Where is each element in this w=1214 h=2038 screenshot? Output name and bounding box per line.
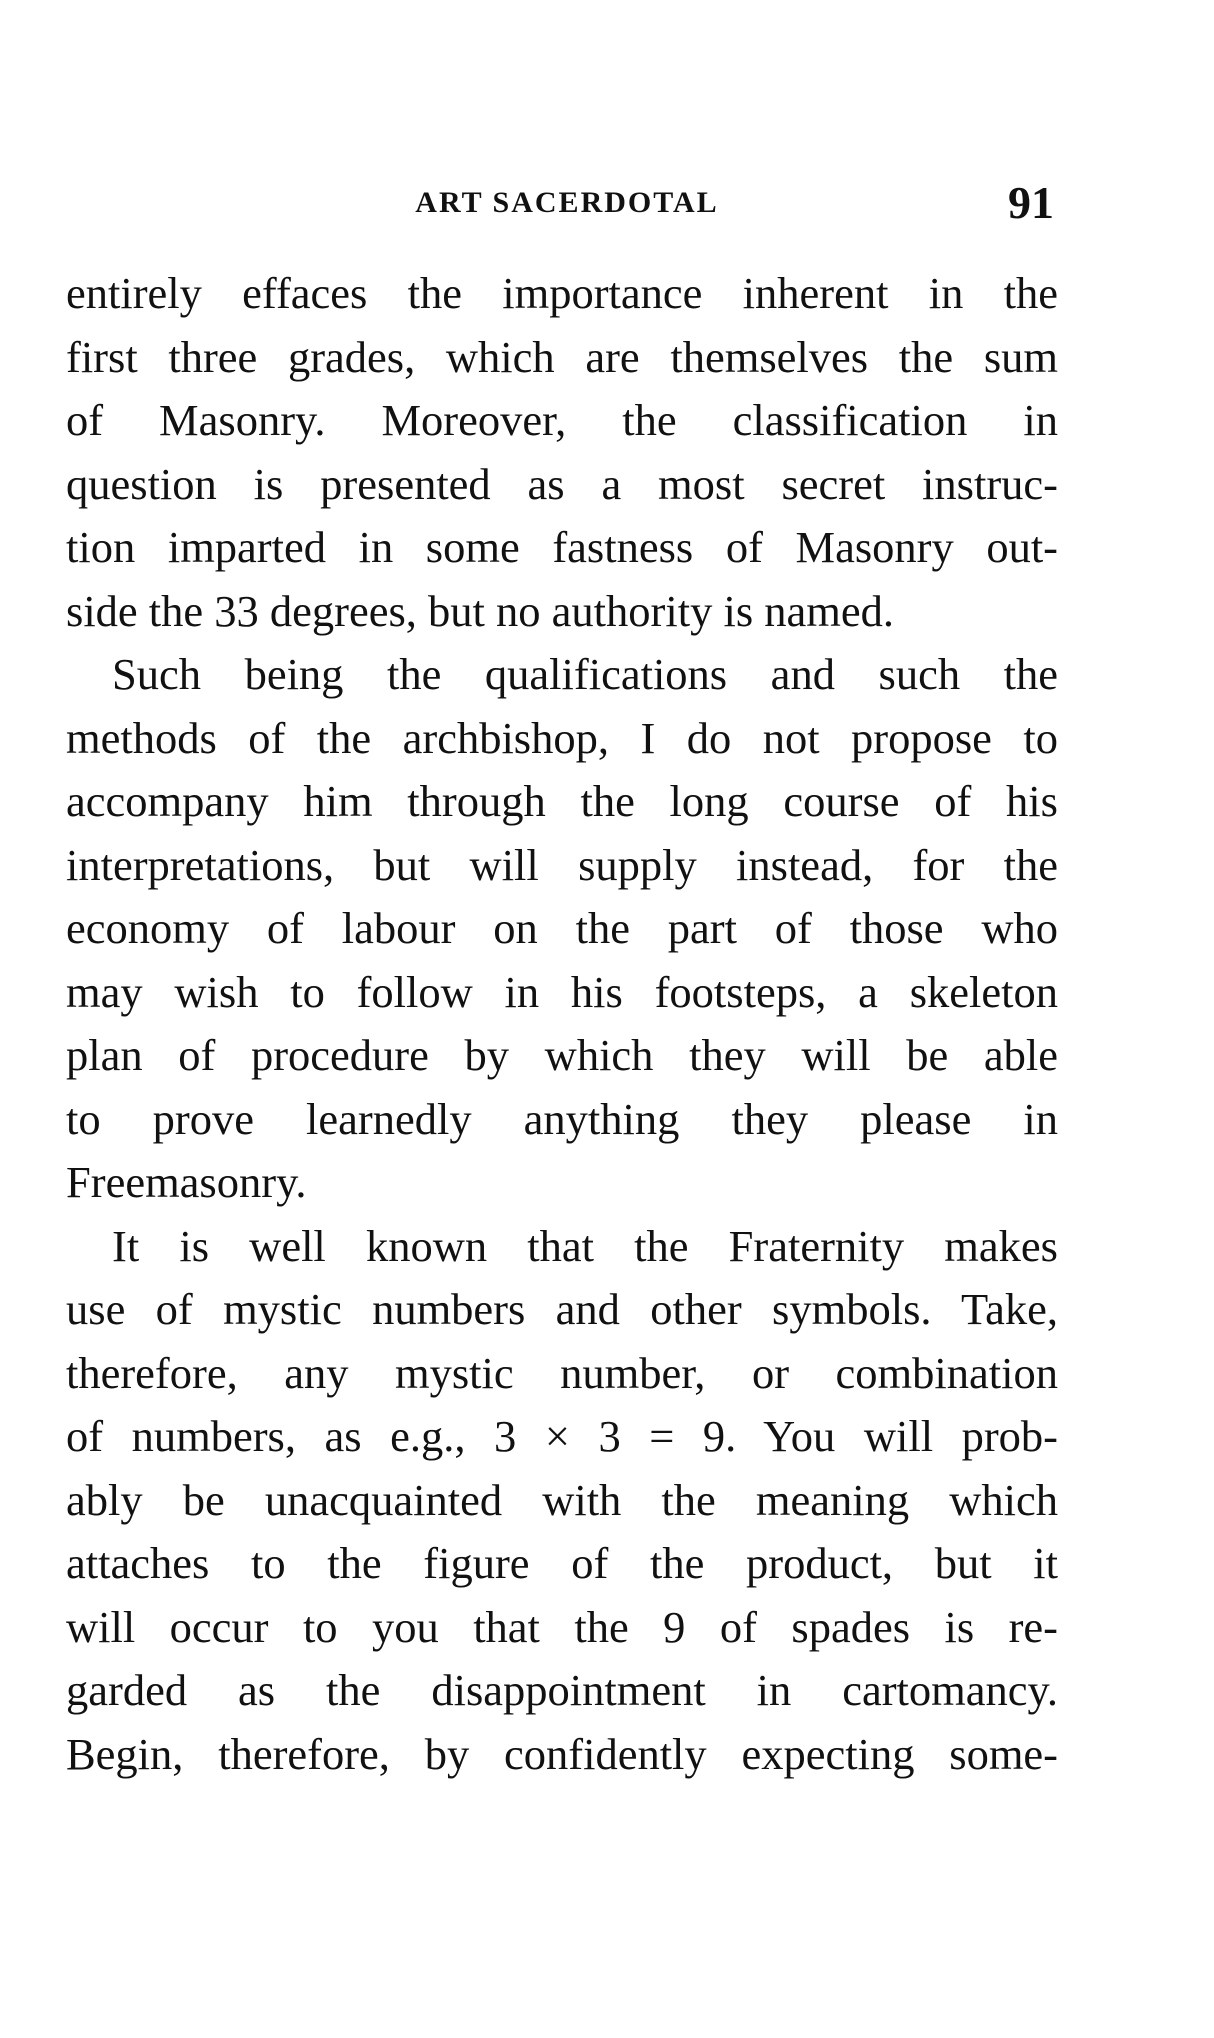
text-line: use of mystic numbers and other symbols. Take,	[66, 1284, 1058, 1334]
text-line: to prove learnedly anything they please in	[66, 1093, 1058, 1144]
text-line: Such being the qualifications and such the	[112, 649, 1058, 699]
text-line: may wish to follow in his footsteps, a skeleton	[66, 966, 1058, 1017]
text-line: of Masonry. Moreover, the classification in	[66, 395, 1058, 445]
text-line: ably be unacquainted with the meaning which	[66, 1474, 1058, 1525]
text-line: question is presented as a most secret instruc-	[66, 458, 1058, 509]
text-line: first three grades, which are themselves the sum	[66, 331, 1058, 382]
text-line: economy of labour on the part of those who	[66, 903, 1058, 953]
text-line: methods of the archbishop, I do not propose to	[66, 712, 1058, 763]
text-line: Freemasonry.	[66, 1157, 307, 1207]
text-line: interpretations, but will supply instead, for the	[66, 839, 1058, 890]
text-line: Begin, therefore, by confidently expecting some-	[66, 1728, 1058, 1779]
text-line: attaches to the figure of the product, but it	[66, 1538, 1058, 1588]
text-line: garded as the disappointment in cartomancy.	[66, 1665, 1058, 1715]
paragraph-3	[66, 1215, 1058, 1787]
running-head	[66, 178, 1058, 234]
text-line: side the 33 degrees, but no authority is named.	[66, 585, 895, 636]
paragraph-1	[66, 262, 1058, 643]
running-title: ART SACERDOTAL	[415, 186, 719, 219]
text-line: entirely effaces the importance inherent in the	[66, 268, 1058, 318]
text-line: It is well known that the Fraternity makes	[112, 1220, 1058, 1271]
text-line: will occur to you that the 9 of spades is re-	[66, 1601, 1058, 1652]
page-number: 91	[1008, 177, 1054, 228]
text-line: of numbers, as e.g., 3 × 3 = 9. You will prob-	[66, 1411, 1058, 1461]
text-line: plan of procedure by which they will be able	[66, 1030, 1058, 1080]
paragraph-2	[66, 643, 1058, 1215]
text-line: accompany him through the long course of his	[66, 776, 1058, 826]
text-line: tion imparted in some fastness of Masonry out-	[66, 522, 1058, 572]
text-line: therefore, any mystic number, or combination	[66, 1347, 1058, 1398]
body-text	[66, 262, 1058, 1786]
